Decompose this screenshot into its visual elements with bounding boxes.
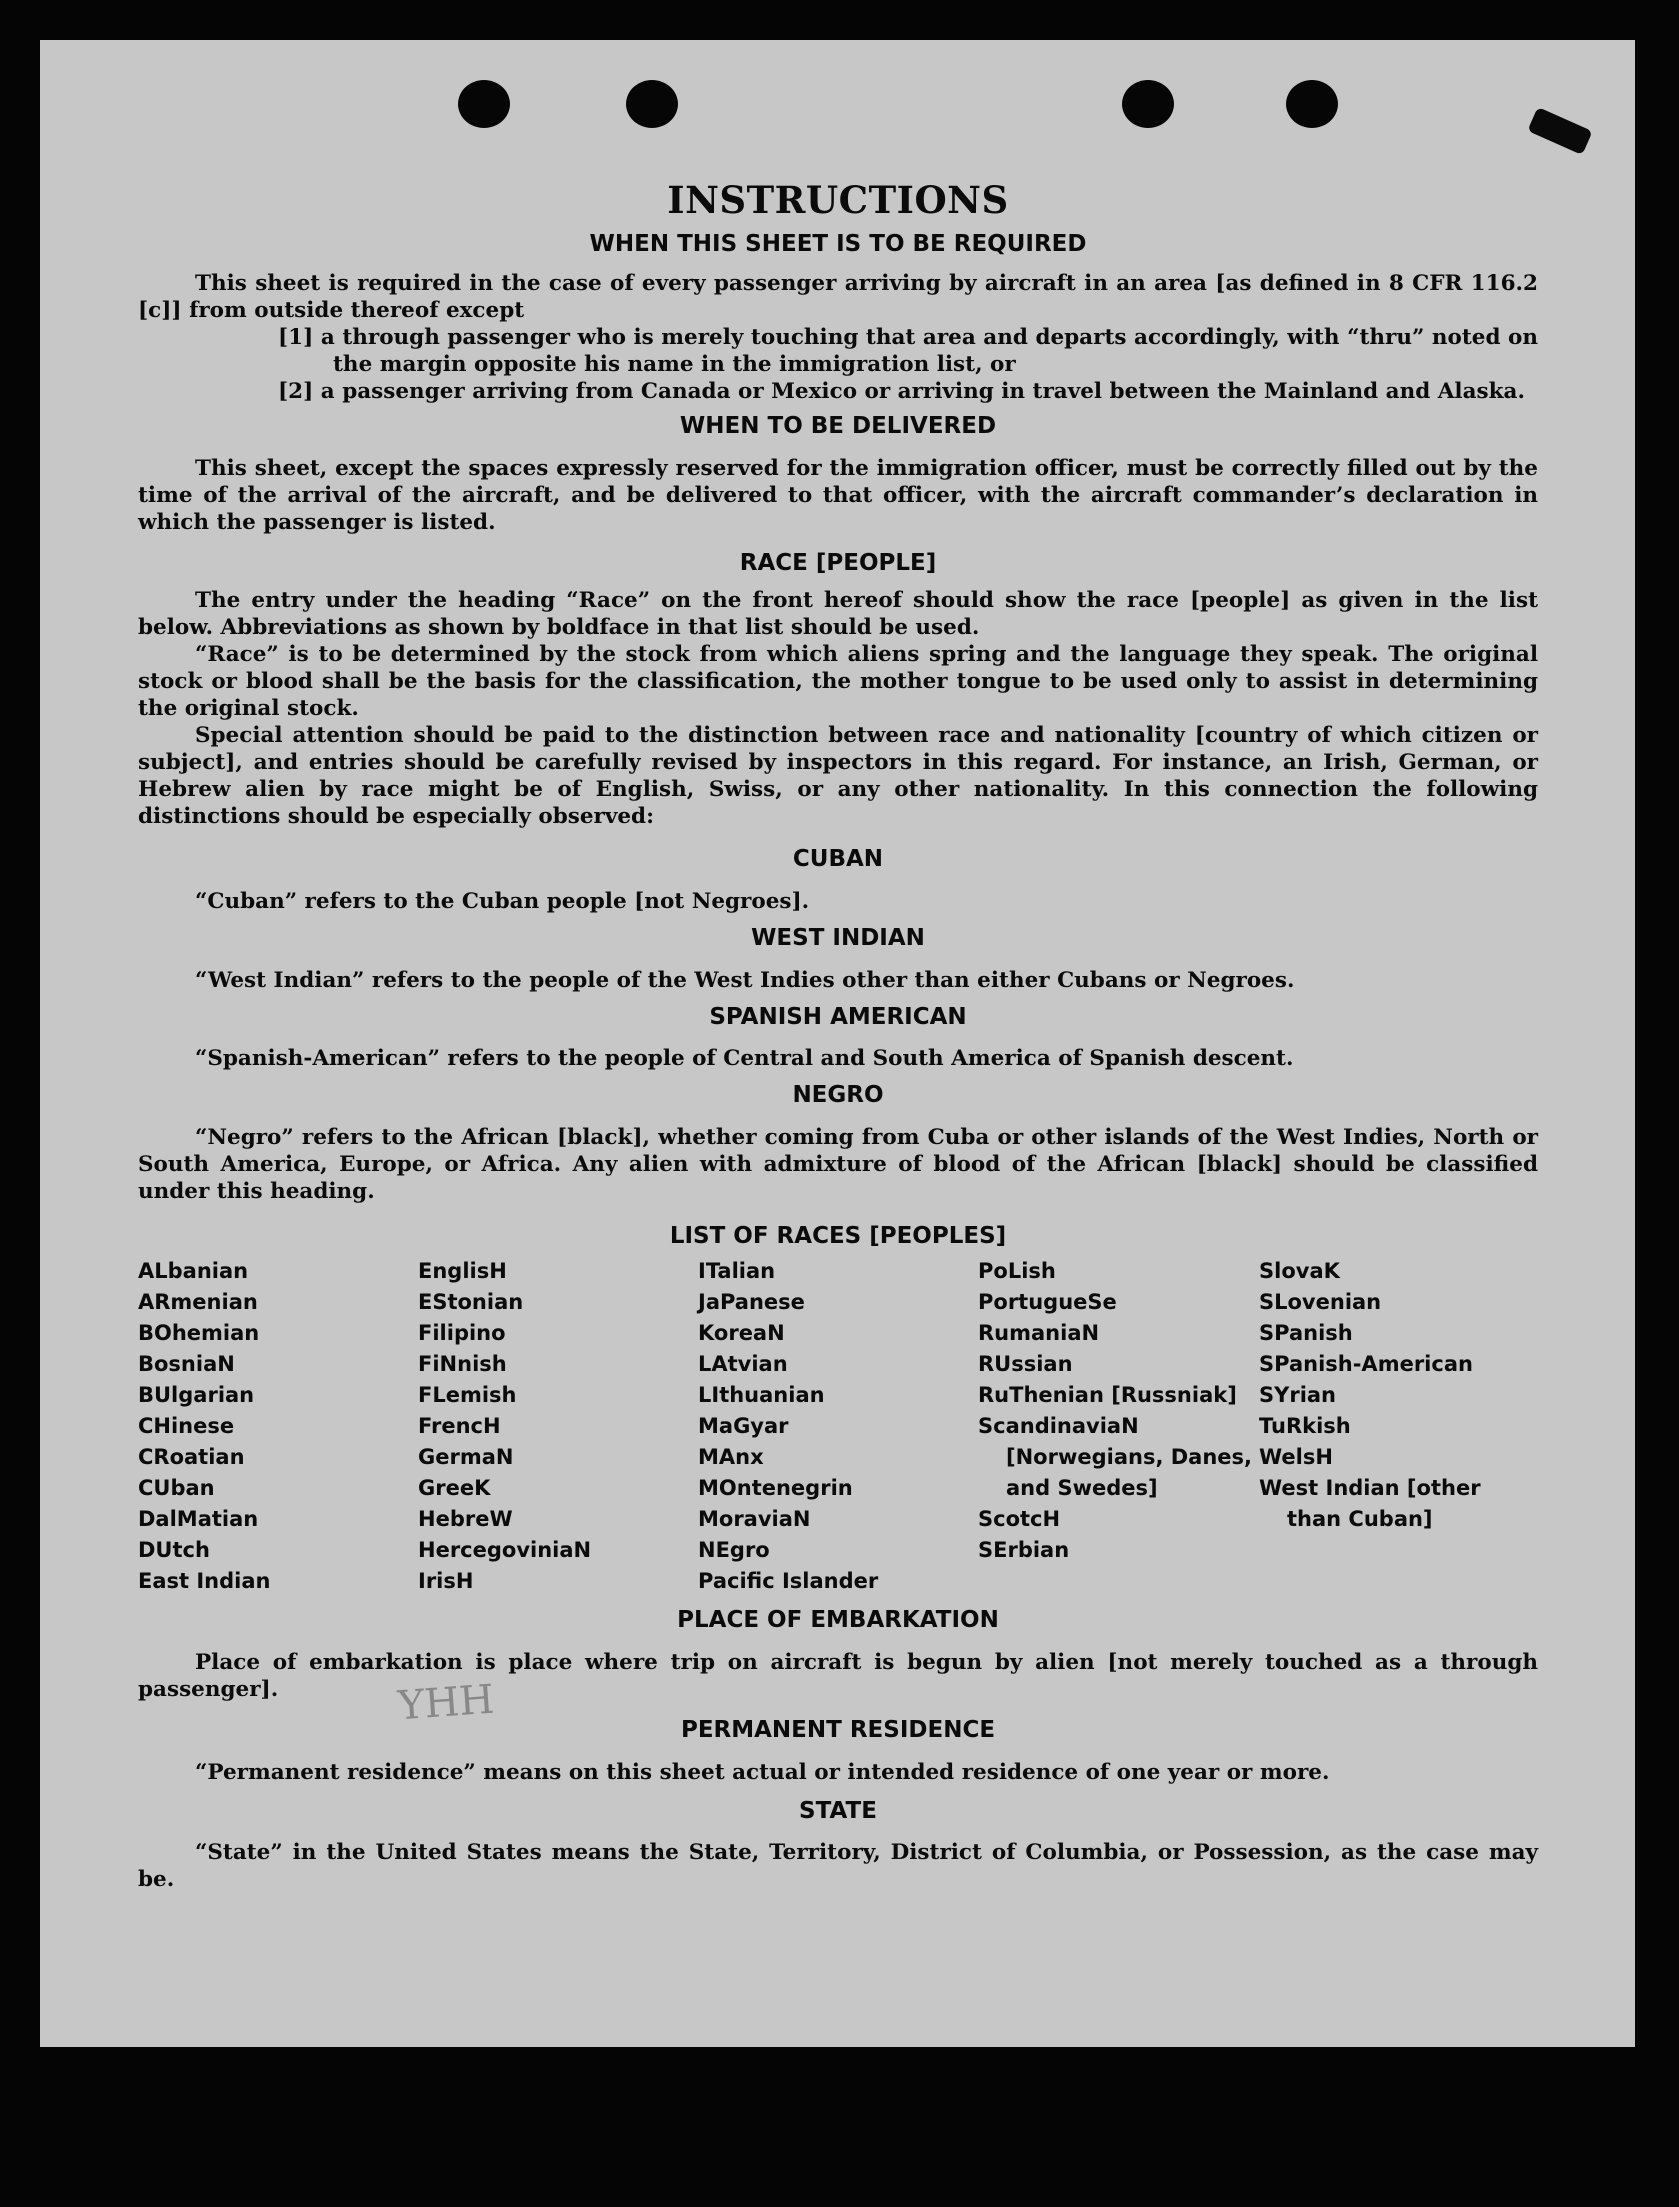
race-entry: Pacific Islander xyxy=(698,1569,879,1594)
race-entry: LAtvian xyxy=(698,1352,788,1377)
section-heading: WEST INDIAN xyxy=(751,925,925,952)
race-entry: CRoatian xyxy=(138,1445,245,1470)
section-paragraph: The entry under the heading “Race” on the front hereof should show the race [people] as given in the list below. Abbreviations as shown by boldface in that list should be used. xyxy=(138,588,1538,641)
race-entry: WelsH xyxy=(1259,1445,1333,1470)
race-entry: ALbanian xyxy=(138,1259,249,1284)
section-heading: PLACE OF EMBARKATION xyxy=(677,1607,999,1634)
section-heading: NEGRO xyxy=(792,1082,884,1109)
exception-item: [1] a through passenger who is merely touching that area and departs accordingly, with “thru” noted on the margin opposite his name in the immigration list, or xyxy=(278,325,1538,378)
section-heading: CUBAN xyxy=(792,846,884,873)
races-table xyxy=(138,1256,1538,1597)
section-paragraph: “Spanish-American” refers to the people of Central and South America of Spanish descent. xyxy=(195,1046,1294,1072)
race-entry: BOhemian xyxy=(138,1321,260,1346)
race-entry: MOntenegrin xyxy=(698,1476,853,1501)
race-entry: MAnx xyxy=(698,1445,764,1470)
race-entry: EStonian xyxy=(418,1290,524,1315)
exception-item: [2] a passenger arriving from Canada or Mexico or arriving in travel between the Mainland and Alaska. xyxy=(278,379,1525,405)
page-title: INSTRUCTIONS xyxy=(667,178,1009,222)
punch-hole xyxy=(1122,80,1174,128)
race-entry: Filipino xyxy=(418,1321,506,1346)
race-entry: MaGyar xyxy=(698,1414,789,1439)
race-entry: HercegoviniaN xyxy=(418,1538,592,1563)
race-entry: RUssian xyxy=(978,1352,1073,1377)
race-entry: ScandinaviaN [Norwegians, Danes, and Swedes] xyxy=(978,1414,1253,1501)
race-entry: CUban xyxy=(138,1476,215,1501)
race-entry: FLemish xyxy=(418,1383,517,1408)
race-entry: PoLish xyxy=(978,1259,1056,1284)
race-entry: DUtch xyxy=(138,1538,210,1563)
handwritten-mark: YHH xyxy=(396,1676,496,1730)
section-paragraph: Special attention should be paid to the distinction between race and nationality [country of which citizen or subject], and entries should be carefully revised by inspectors in this regard. For instance, an Irish, German, or Hebrew alien by race might be of English, Swiss, or any other nationality. In this connection the following distinctions should be especially observed: xyxy=(138,723,1538,830)
punch-hole xyxy=(1286,80,1338,128)
race-entry: BUlgarian xyxy=(138,1383,255,1408)
section-paragraph: “Race” is to be determined by the stock from which aliens spring and the language they speak. The original stock or blood shall be the basis for the classification, the mother tongue to be used only to assist in determining the original stock. xyxy=(138,642,1538,722)
races-column xyxy=(978,1256,1259,1597)
races-heading: LIST OF RACES [PEOPLES] xyxy=(669,1222,1007,1249)
races-column xyxy=(1259,1256,1538,1597)
race-entry: SErbian xyxy=(978,1538,1070,1563)
section-paragraph: “West Indian” refers to the people of the West Indies other than either Cubans or Negroes. xyxy=(195,967,1295,993)
race-entry: West Indian [other than Cuban] xyxy=(1259,1476,1481,1532)
race-entry: SPanish-American xyxy=(1259,1352,1473,1377)
section-paragraph: This sheet, except the spaces expressly reserved for the immigration officer, must be correctly filled out by the time of the arrival of the aircraft, and be delivered to that officer, with the aircraft commander’s declaration in which the passenger is listed. xyxy=(138,455,1538,535)
section-heading: SPANISH AMERICAN xyxy=(709,1003,967,1030)
race-entry: JaPanese xyxy=(698,1290,805,1315)
race-entry: CHinese xyxy=(138,1414,235,1439)
race-entry: SYrian xyxy=(1259,1383,1337,1408)
race-entry: GermaN xyxy=(418,1445,514,1470)
section-paragraph: This sheet is required in the case of every passenger arriving by aircraft in an area [as defined in 8 CFR 116.2 [c]] from outside thereof except xyxy=(138,271,1538,324)
race-entry: SlovaK xyxy=(1259,1259,1340,1284)
section-paragraph: “Permanent residence” means on this sheet actual or intended residence of one year or more. xyxy=(195,1759,1330,1785)
race-entry: NEgro xyxy=(698,1538,770,1563)
punch-hole xyxy=(626,80,678,128)
section-paragraph: “Negro” refers to the African [black], whether coming from Cuba or other islands of the West Indies, North or South America, Europe, or Africa. Any alien with admixture of blood of the African [black] should be classified under this heading. xyxy=(138,1124,1538,1204)
race-entry: BosniaN xyxy=(138,1352,235,1377)
race-entry: DalMatian xyxy=(138,1507,259,1532)
race-entry: KoreaN xyxy=(698,1321,785,1346)
race-entry: SLovenian xyxy=(1259,1290,1382,1315)
race-entry: GreeK xyxy=(418,1476,491,1501)
race-entry: MoraviaN xyxy=(698,1507,811,1532)
race-entry: SPanish xyxy=(1259,1321,1353,1346)
race-entry: PortugueSe xyxy=(978,1290,1117,1315)
race-entry: RumaniaN xyxy=(978,1321,1100,1346)
races-column xyxy=(698,1256,978,1597)
punch-hole xyxy=(458,80,510,128)
race-entry: LIthuanian xyxy=(698,1383,825,1408)
section-paragraph: “Cuban” refers to the Cuban people [not Negroes]. xyxy=(195,889,810,915)
race-entry: ScotcH xyxy=(978,1507,1061,1532)
race-entry: FiNnish xyxy=(418,1352,507,1377)
race-entry: ARmenian xyxy=(138,1290,258,1315)
race-entry: HebreW xyxy=(418,1507,513,1532)
paper-clip-mark xyxy=(1527,107,1592,155)
race-entry: EnglisH xyxy=(418,1259,507,1284)
document-page xyxy=(40,40,1635,2047)
race-entry: RuThenian [Russniak] xyxy=(978,1383,1237,1408)
races-column xyxy=(418,1256,698,1597)
instructions-content xyxy=(138,180,1538,1893)
section-paragraph: Place of embarkation is place where trip on aircraft is begun by alien [not merely touched as a through passenger]. xyxy=(138,1650,1538,1703)
section-heading: RACE [PEOPLE] xyxy=(739,549,937,576)
race-entry: IrisH xyxy=(418,1569,474,1594)
section-paragraph: “State” in the United States means the State, Territory, District of Columbia, or Possession, as the case may be. xyxy=(138,1840,1538,1893)
section-heading: PERMANENT RESIDENCE xyxy=(680,1717,996,1744)
section-heading: WHEN THIS SHEET IS TO BE REQUIRED xyxy=(589,230,1087,257)
section-heading: STATE xyxy=(799,1797,877,1824)
races-column xyxy=(138,1256,418,1597)
race-entry: East Indian xyxy=(138,1569,271,1594)
race-entry: ITalian xyxy=(698,1259,776,1284)
race-entry: FrencH xyxy=(418,1414,501,1439)
section-heading: WHEN TO BE DELIVERED xyxy=(679,413,997,440)
race-entry: TuRkish xyxy=(1259,1414,1351,1439)
